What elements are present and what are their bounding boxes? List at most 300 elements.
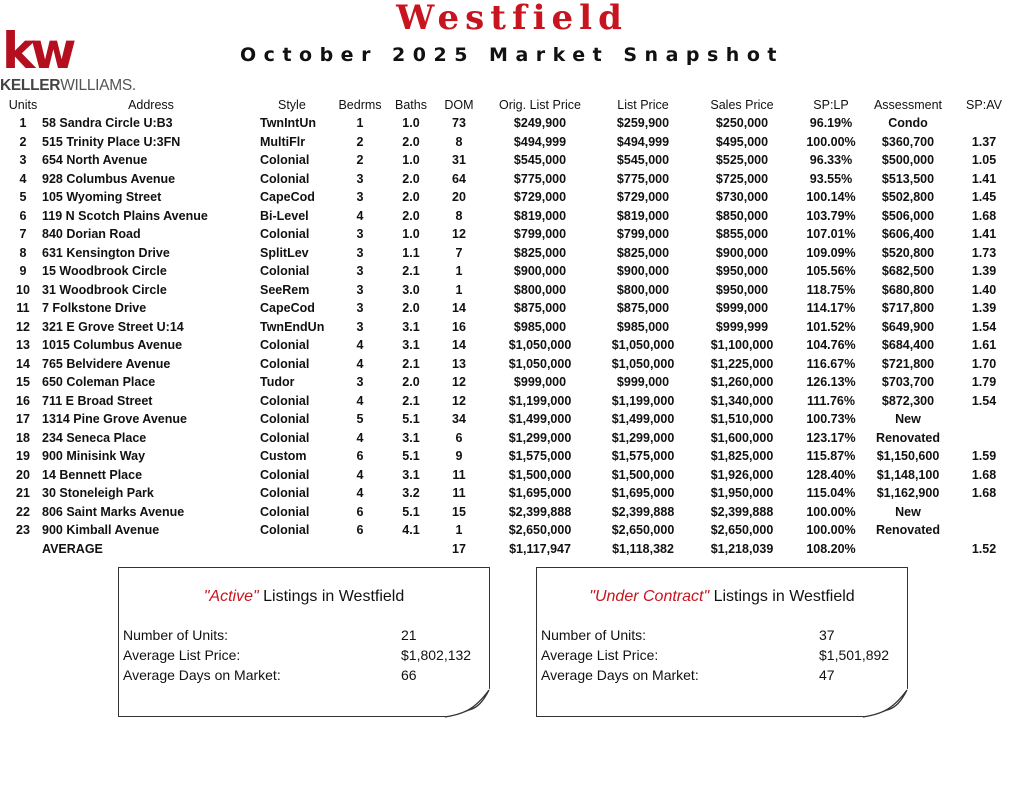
cell-baths: 2.0 [402,208,420,223]
cell-baths: 1.0 [402,116,420,131]
cell-sp-av [950,429,1018,448]
cell-sales-price: $495,000 [715,134,769,149]
cell-sp-lp: 96.33% [809,153,853,168]
cell-orig-list-price: $545,000 [513,153,567,168]
cell-assessment: $500,000 [881,153,935,168]
cell-address: 654 North Avenue [42,153,148,168]
cell-sp-av: 1.79 [971,375,997,390]
cell-assessment: $502,800 [881,190,935,205]
cell-assessment: $703,700 [881,375,935,390]
cell-style: Colonial [260,356,310,371]
cell-address: 650 Coleman Place [42,375,156,390]
cell-address: 14 Bennett Place [42,467,143,482]
cell-assessment: $682,500 [881,264,935,279]
cell-baths: 2.0 [402,134,420,149]
header-sales-price: Sales Price [710,97,774,112]
cell-dom: 11 [452,486,466,501]
active-price-label: Average List Price: [123,647,241,663]
cell-sales-price: $1,260,000 [710,375,774,390]
cell-sp-lp: 96.19% [809,116,853,131]
cell-bedrooms: 3 [356,264,364,279]
cell-assessment: $520,800 [881,245,935,260]
cell-unit: 21 [16,486,30,501]
cell-list-price: $729,000 [616,190,670,205]
cell-sp-lp: 123.17% [806,430,856,445]
cell-sp-lp: 93.55% [809,171,853,186]
cell-baths: 2.1 [402,264,420,279]
page-subtitle: October 2025 Market Snapshot [240,44,784,66]
cell-unit: 12 [16,319,30,334]
cell-sales-price: $1,510,000 [710,412,774,427]
table-row [4,244,1018,263]
cell-sales-price: $1,100,000 [710,338,774,353]
cell-address: 31 Woodbrook Circle [42,282,167,297]
table-row [4,336,1018,355]
cell-bedrooms: 1 [356,116,364,131]
table-row [4,133,1018,152]
header-dom: DOM [444,97,474,112]
cell-sales-price: $250,000 [715,116,769,131]
table-row [4,521,1018,540]
table-row [4,484,1018,503]
cell-assessment: $680,800 [881,282,935,297]
cell-sp-lp: 111.76% [807,393,855,408]
cell-assessment: Renovated [876,430,940,445]
cell-unit: 8 [19,245,27,260]
cell-dom: 1 [455,264,463,279]
cell-sp-lp: 103.79% [806,208,856,223]
cell-sp-lp: 107.01% [806,227,856,242]
cell-dom: 1 [455,282,463,297]
cell-orig-list-price: $1,500,000 [508,467,572,482]
active-units-label: Number of Units: [123,627,229,643]
cell-orig-list-price: $875,000 [513,301,567,316]
cell-baths: 3.1 [402,319,420,334]
cell-bedrooms: 3 [356,375,364,390]
cell-bedrooms: 4 [356,467,364,482]
cell-assessment: $721,800 [881,356,935,371]
cell-style: Colonial [260,430,310,445]
cell-bedrooms: 4 [356,430,364,445]
cell-orig-list-price: $819,000 [513,208,567,223]
cell-list-price: $494,999 [616,134,670,149]
cell-dom: 64 [452,171,466,186]
average-cell-assessment [866,540,950,559]
active-title-rest: Listings in Westfield [258,588,405,605]
cell-list-price: $999,000 [616,375,670,390]
cell-address: 515 Trinity Place U:3FN [42,134,181,149]
table-row [4,299,1018,318]
cell-sp-lp: 128.40% [806,467,856,482]
cell-baths: 3.1 [402,467,420,482]
under-contract-units-label: Number of Units: [541,627,647,643]
cell-baths: 1.1 [402,245,420,260]
cell-style: CapeCod [260,190,315,205]
cell-list-price: $1,575,000 [611,449,675,464]
cell-address: 1314 Pine Grove Avenue [42,412,187,427]
cell-list-price: $2,399,888 [611,504,675,519]
cell-sales-price: $1,825,000 [710,449,774,464]
table-header-row [4,95,1018,114]
cell-bedrooms: 3 [356,301,364,316]
cell-orig-list-price: $999,000 [513,375,567,390]
average-cell-baths [386,540,436,559]
cell-dom: 12 [452,393,466,408]
cell-style: Colonial [260,393,310,408]
average-cell-style [260,540,334,559]
header-orig-list-price: Orig. List Price [499,97,581,112]
cell-list-price: $1,050,000 [611,356,675,371]
cell-assessment: Condo [888,116,928,131]
cell-orig-list-price: $900,000 [513,264,567,279]
cell-list-price: $1,500,000 [611,467,675,482]
cell-sales-price: $950,000 [715,264,769,279]
cell-bedrooms: 2 [356,134,364,149]
table-row [4,392,1018,411]
cell-address: 58 Sandra Circle U:B3 [42,116,173,131]
cell-sales-price: $855,000 [715,227,769,242]
cell-sp-av: 1.45 [971,190,997,205]
table-row [4,114,1018,133]
cell-style: TwnEndUn [260,319,325,334]
cell-sales-price: $1,600,000 [710,430,774,445]
cell-address: 840 Dorian Road [42,227,141,242]
cell-bedrooms: 4 [356,356,364,371]
cell-sp-av: 1.68 [971,467,997,482]
header-sp-av: SP:AV [966,97,1002,112]
cell-list-price: $875,000 [616,301,670,316]
cell-dom: 8 [455,208,463,223]
table-row [4,188,1018,207]
cell-orig-list-price: $800,000 [513,282,567,297]
cell-orig-list-price: $1,575,000 [508,449,572,464]
cell-unit: 13 [16,338,30,353]
cell-baths: 2.0 [402,190,420,205]
cell-address: 900 Kimball Avenue [42,523,160,538]
cell-sp-lp: 100.00% [806,523,856,538]
cell-sp-lp: 104.76% [806,338,856,353]
cell-list-price: $1,299,000 [611,430,675,445]
cell-orig-list-price: $2,399,888 [508,504,572,519]
page-curl-icon [443,688,491,718]
cell-address: 119 N Scotch Plains Avenue [42,208,208,223]
cell-sp-av [950,410,1018,429]
average-cell-units [4,540,42,559]
cell-style: Bi-Level [260,208,309,223]
cell-dom: 8 [455,134,463,149]
cell-assessment: Renovated [876,523,940,538]
table-row [4,318,1018,337]
cell-dom: 14 [452,301,466,316]
cell-bedrooms: 4 [356,338,364,353]
cell-dom: 15 [452,504,466,519]
cell-bedrooms: 3 [356,190,364,205]
cell-list-price: $985,000 [616,319,670,334]
under-contract-dom-label: Average Days on Market: [541,667,699,683]
table-row [4,447,1018,466]
cell-address: 765 Belvidere Avenue [42,356,171,371]
cell-bedrooms: 6 [356,449,364,464]
cell-style: Colonial [260,467,310,482]
cell-style: Tudor [260,375,295,390]
cell-bedrooms: 3 [356,319,364,334]
cell-address: 631 Kensington Drive [42,245,170,260]
header-sp-lp: SP:LP [813,97,849,112]
cell-dom: 14 [452,338,466,353]
cell-sp-av [950,521,1018,540]
table-row [4,170,1018,189]
cell-sp-av: 1.39 [971,301,997,316]
cell-assessment: New [895,504,921,519]
cell-list-price: $819,000 [616,208,670,223]
cell-baths: 3.1 [402,430,420,445]
cell-assessment: New [895,412,921,427]
cell-address: 15 Woodbrook Circle [42,264,167,279]
cell-style: CapeCod [260,301,315,316]
average-dom: 17 [452,541,466,556]
table-row [4,429,1018,448]
cell-sp-lp: 114.17% [806,301,856,316]
cell-orig-list-price: $1,299,000 [508,430,572,445]
cell-orig-list-price: $825,000 [513,245,567,260]
cell-dom: 20 [452,190,466,205]
cell-address: 30 Stoneleigh Park [42,486,154,501]
table-row [4,466,1018,485]
cell-unit: 5 [19,190,27,205]
cell-sp-av: 1.61 [971,338,997,353]
cell-bedrooms: 3 [356,245,364,260]
cell-assessment: $684,400 [881,338,935,353]
average-row [4,540,1018,559]
cell-unit: 9 [19,264,27,279]
average-sales-price: $1,218,039 [710,541,774,556]
cell-style: Colonial [260,504,310,519]
cell-sales-price: $1,926,000 [710,467,774,482]
cell-orig-list-price: $494,999 [513,134,567,149]
cell-sales-price: $525,000 [715,153,769,168]
cell-sp-av: 1.41 [971,171,997,186]
cell-sales-price: $999,999 [715,319,769,334]
cell-unit: 14 [16,356,30,371]
cell-list-price: $900,000 [616,264,670,279]
cell-dom: 12 [452,375,466,390]
cell-bedrooms: 4 [356,208,364,223]
cell-baths: 2.1 [402,393,420,408]
cell-baths: 1.0 [402,153,420,168]
cell-sp-lp: 109.09% [806,245,856,260]
header-units: Units [8,97,38,112]
table-row [4,207,1018,226]
cell-dom: 73 [452,116,466,131]
under-contract-price-value: $1,501,892 [819,647,890,663]
cell-style: SplitLev [260,245,309,260]
cell-unit: 1 [19,116,27,131]
cell-assessment: $1,148,100 [876,467,940,482]
active-units-value: 21 [401,627,417,643]
logo-wordmark [0,77,150,95]
cell-style: Colonial [260,227,310,242]
cell-assessment: $1,150,600 [876,449,940,464]
cell-sp-av: 1.54 [971,393,997,408]
cell-list-price: $799,000 [616,227,670,242]
cell-sp-lp: 100.14% [806,190,856,205]
cell-list-price: $775,000 [616,171,670,186]
cell-style: Custom [260,449,307,464]
cell-unit: 2 [19,134,27,149]
cell-orig-list-price: $2,650,000 [508,523,572,538]
cell-style: Colonial [260,338,310,353]
cell-style: Colonial [260,523,310,538]
cell-dom: 6 [455,430,463,445]
cell-dom: 31 [452,153,466,168]
cell-baths: 2.1 [402,356,420,371]
cell-assessment: $360,700 [881,134,935,149]
cell-style: Colonial [260,171,310,186]
cell-sp-av: 1.73 [971,245,997,260]
table-row [4,373,1018,392]
cell-address: 105 Wyoming Street [42,190,162,205]
cell-unit: 3 [19,153,27,168]
cell-list-price: $825,000 [616,245,670,260]
cell-bedrooms: 4 [356,393,364,408]
cell-sales-price: $2,399,888 [710,504,774,519]
cell-baths: 4.1 [402,523,420,538]
cell-style: Colonial [260,264,310,279]
cell-unit: 15 [16,375,30,390]
cell-sales-price: $1,340,000 [710,393,774,408]
cell-list-price: $545,000 [616,153,670,168]
cell-sales-price: $725,000 [715,171,769,186]
cell-sp-lp: 100.73% [806,412,856,427]
cell-unit: 19 [16,449,30,464]
cell-dom: 12 [452,227,466,242]
cell-baths: 2.0 [402,171,420,186]
cell-sales-price: $950,000 [715,282,769,297]
cell-style: TwnIntUn [260,116,316,131]
cell-list-price: $1,499,000 [611,412,675,427]
cell-assessment: $513,500 [881,171,935,186]
cell-address: 900 Minisink Way [42,449,146,464]
table-row [4,281,1018,300]
table-row [4,225,1018,244]
cell-style: Colonial [260,486,310,501]
cell-list-price: $1,695,000 [611,486,675,501]
cell-style: Colonial [260,153,310,168]
cell-bedrooms: 4 [356,486,364,501]
header-list-price: List Price [617,97,669,112]
cell-sp-lp: 126.13% [806,375,856,390]
table-row [4,262,1018,281]
under-contract-dom-value: 47 [819,667,835,683]
kw-logo-mark: kw [2,22,72,80]
cell-bedrooms: 3 [356,282,364,297]
cell-bedrooms: 6 [356,523,364,538]
cell-sp-lp: 105.56% [806,264,856,279]
active-title-highlight: "Active" [203,588,259,605]
cell-address: 7 Folkstone Drive [42,301,147,316]
cell-bedrooms: 6 [356,504,364,519]
average-label: AVERAGE [42,541,103,556]
cell-unit: 17 [16,412,30,427]
cell-address: 711 E Broad Street [42,393,153,408]
cell-sales-price: $730,000 [715,190,769,205]
cell-style: SeeRem [260,282,310,297]
cell-address: 1015 Columbus Avenue [42,338,183,353]
cell-dom: 1 [455,523,463,538]
cell-baths: 2.0 [402,301,420,316]
active-card-title [119,588,489,606]
cell-unit: 6 [19,208,27,223]
cell-baths: 5.1 [402,449,420,464]
cell-baths: 2.0 [402,375,420,390]
cell-unit: 11 [16,301,30,316]
cell-address: 928 Columbus Avenue [42,171,176,186]
cell-sp-lp: 118.75% [806,282,856,297]
under-contract-title-highlight: "Under Contract" [589,588,710,605]
cell-orig-list-price: $1,050,000 [508,338,572,353]
cell-baths: 5.1 [402,504,420,519]
cell-list-price: $1,199,000 [611,393,675,408]
cell-orig-list-price: $1,050,000 [508,356,572,371]
cell-bedrooms: 5 [356,412,364,427]
cell-assessment: $606,400 [881,227,935,242]
average-sp-av: 1.52 [971,541,997,556]
cell-list-price: $800,000 [616,282,670,297]
cell-sales-price: $1,950,000 [710,486,774,501]
cell-assessment: $872,300 [881,393,935,408]
cell-dom: 34 [452,412,466,427]
active-dom-label: Average Days on Market: [123,667,281,683]
cell-baths: 5.1 [402,412,420,427]
cell-orig-list-price: $1,199,000 [508,393,572,408]
table-row [4,410,1018,429]
cell-orig-list-price: $799,000 [513,227,567,242]
cell-unit: 16 [16,393,30,408]
header-baths: Baths [395,97,427,112]
cell-sp-av: 1.05 [971,153,997,168]
logo-wordmark-rest: WILLIAMS. [60,77,136,94]
cell-sales-price: $2,650,000 [710,523,774,538]
cell-dom: 11 [452,467,466,482]
cell-address: 806 Saint Marks Avenue [42,504,185,519]
cell-sales-price: $999,000 [715,301,769,316]
cell-bedrooms: 2 [356,153,364,168]
cell-orig-list-price: $775,000 [513,171,567,186]
cell-sp-av: 1.54 [971,319,997,334]
cell-sp-lp: 115.87% [806,449,856,464]
average-list-price: $1,118,382 [612,541,674,556]
cell-unit: 20 [16,467,30,482]
cell-assessment: $717,800 [881,301,935,316]
cell-unit: 23 [16,523,30,538]
cell-assessment: $1,162,900 [876,486,940,501]
cell-sp-lp: 100.00% [806,504,856,519]
header-assessment: Assessment [873,97,943,112]
cell-sp-av [950,114,1018,133]
cell-sales-price: $900,000 [715,245,769,260]
cell-orig-list-price: $729,000 [513,190,567,205]
cell-sp-av: 1.39 [971,264,997,279]
cell-assessment: $649,900 [881,319,935,334]
cell-sp-av: 1.59 [971,449,997,464]
cell-baths: 3.1 [402,338,420,353]
cell-assessment: $506,000 [881,208,935,223]
average-orig-list-price: $1,117,947 [509,541,571,556]
cell-sp-av: 1.70 [971,356,997,371]
cell-address: 234 Seneca Place [42,430,147,445]
cell-style: Colonial [260,412,310,427]
active-dom-value: 66 [401,667,417,683]
